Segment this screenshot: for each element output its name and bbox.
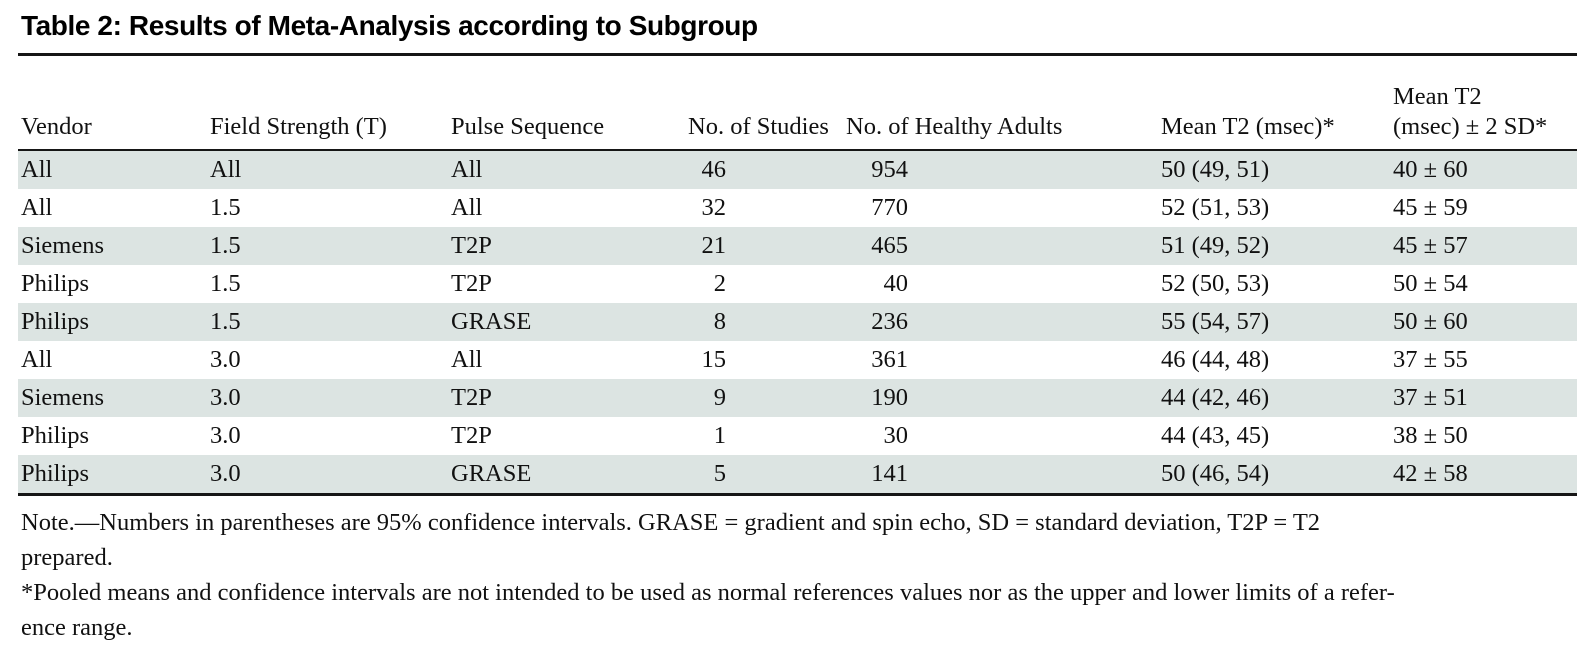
table-cell-field_strength: 3.0 (210, 384, 241, 411)
table-cell-num_studies: 5 (713, 460, 726, 487)
table-cell-mean_t2: 46 (44, 48) (1161, 346, 1270, 373)
table-cell-field_strength: 1.5 (210, 308, 241, 335)
table-cell-mean_t2: 50 (49, 51) (1161, 156, 1270, 183)
table-cell-num_studies: 9 (713, 384, 726, 411)
table-cell-mean_t2: 52 (50, 53) (1161, 270, 1270, 297)
table-cell-mean_t2: 52 (51, 53) (1161, 194, 1270, 221)
note-general-line-1: Note.—Numbers in parentheses are 95% confidence intervals. GRASE = gradient and spin echo, SD = standard deviation, T2P = T2 (21, 509, 1321, 536)
table-row (18, 189, 1577, 227)
table-cell-num_studies: 8 (713, 308, 726, 335)
note-general-line-2: prepared. (21, 544, 113, 571)
table-cell-field_strength: 3.0 (210, 422, 241, 449)
table-row (18, 379, 1577, 417)
column-header-field_strength: Field Strength (T) (207, 55, 448, 151)
note-asterisk-line-1: *Pooled means and confidence intervals are not intended to be used as normal references values nor as the upper and lower limits of a refer- (21, 579, 1395, 606)
table-cell-num_studies: 1 (713, 422, 726, 449)
table-cell-field_strength: 3.0 (210, 346, 241, 373)
table-cell-mean_t2_sd: 45 ± 59 (1393, 194, 1468, 221)
table-cell-vendor: Philips (21, 308, 90, 335)
table-cell-num_adults: 465 (871, 232, 908, 259)
table-cell-mean_t2: 50 (46, 54) (1161, 460, 1270, 487)
results-table (18, 53, 1577, 496)
table-header (18, 55, 1577, 151)
table-cell-pulse_sequence: GRASE (451, 460, 532, 487)
column-header-num_studies: No. of Studies (685, 55, 843, 151)
table-cell-vendor: Philips (21, 422, 90, 449)
column-header-num_adults: No. of Healthy Adults (843, 55, 1158, 151)
column-header-mean_t2_sd: Mean T2 (msec) ± 2 SD* (1390, 55, 1577, 151)
table-cell-num_studies: 15 (701, 346, 726, 373)
table-cell-num_adults: 40 (883, 270, 908, 297)
table-cell-num_adults: 30 (883, 422, 908, 449)
table-title: Table 2: Results of Meta-Analysis according to Subgroup (21, 10, 758, 41)
table-cell-mean_t2_sd: 37 ± 51 (1393, 384, 1468, 411)
table-cell-num_studies: 32 (701, 194, 726, 221)
table-cell-pulse_sequence: All (451, 346, 483, 373)
table-row (18, 417, 1577, 455)
table-cell-num_adults: 770 (871, 194, 908, 221)
table-cell-mean_t2: 55 (54, 57) (1161, 308, 1270, 335)
table-cell-num_adults: 141 (871, 460, 908, 487)
table-cell-mean_t2: 44 (43, 45) (1161, 422, 1270, 449)
table-cell-mean_t2_sd: 38 ± 50 (1393, 422, 1468, 449)
header-row (18, 55, 1577, 151)
table-cell-vendor: Philips (21, 270, 90, 297)
table-cell-mean_t2_sd: 40 ± 60 (1393, 156, 1468, 183)
table-cell-mean_t2_sd: 45 ± 57 (1393, 232, 1468, 259)
table-cell-field_strength: All (210, 156, 242, 183)
table-cell-pulse_sequence: All (451, 194, 483, 221)
table-cell-field_strength: 1.5 (210, 270, 241, 297)
table-row (18, 265, 1577, 303)
table-cell-num_adults: 236 (871, 308, 908, 335)
table-cell-mean_t2_sd: 50 ± 54 (1393, 270, 1468, 297)
table-notes (21, 505, 1577, 645)
table-cell-num_studies: 46 (701, 156, 726, 183)
column-header-mean_t2: Mean T2 (msec)* (1158, 55, 1390, 151)
column-header-pulse_sequence: Pulse Sequence (448, 55, 685, 151)
table-cell-vendor: All (21, 156, 53, 183)
table-row (18, 150, 1577, 189)
table-cell-vendor: Siemens (21, 384, 105, 411)
table-cell-field_strength: 3.0 (210, 460, 241, 487)
table-cell-pulse_sequence: GRASE (451, 308, 532, 335)
table-cell-mean_t2_sd: 42 ± 58 (1393, 460, 1468, 487)
table-cell-field_strength: 1.5 (210, 232, 241, 259)
table-cell-num_adults: 190 (871, 384, 908, 411)
table-cell-vendor: Siemens (21, 232, 105, 259)
table-cell-pulse_sequence: T2P (451, 384, 492, 411)
note-asterisk-line-2: ence range. (21, 614, 133, 641)
table-cell-num_studies: 21 (701, 232, 726, 259)
table-cell-pulse_sequence: T2P (451, 232, 492, 259)
table-cell-pulse_sequence: T2P (451, 422, 492, 449)
table-row (18, 227, 1577, 265)
table-body (18, 150, 1577, 495)
table-cell-vendor: Philips (21, 460, 90, 487)
table-cell-pulse_sequence: All (451, 156, 483, 183)
table-cell-num_adults: 361 (871, 346, 908, 373)
table-cell-field_strength: 1.5 (210, 194, 241, 221)
table-cell-vendor: All (21, 346, 53, 373)
table-cell-pulse_sequence: T2P (451, 270, 492, 297)
table-row (18, 341, 1577, 379)
table-cell-vendor: All (21, 194, 53, 221)
table-row (18, 303, 1577, 341)
table-cell-mean_t2: 51 (49, 52) (1161, 232, 1270, 259)
table-row (18, 455, 1577, 495)
table-cell-mean_t2_sd: 37 ± 55 (1393, 346, 1468, 373)
table-cell-num_studies: 2 (713, 270, 726, 297)
table-cell-mean_t2_sd: 50 ± 60 (1393, 308, 1468, 335)
column-header-vendor: Vendor (18, 55, 207, 151)
table-cell-mean_t2: 44 (42, 46) (1161, 384, 1270, 411)
table-cell-num_adults: 954 (871, 156, 908, 183)
